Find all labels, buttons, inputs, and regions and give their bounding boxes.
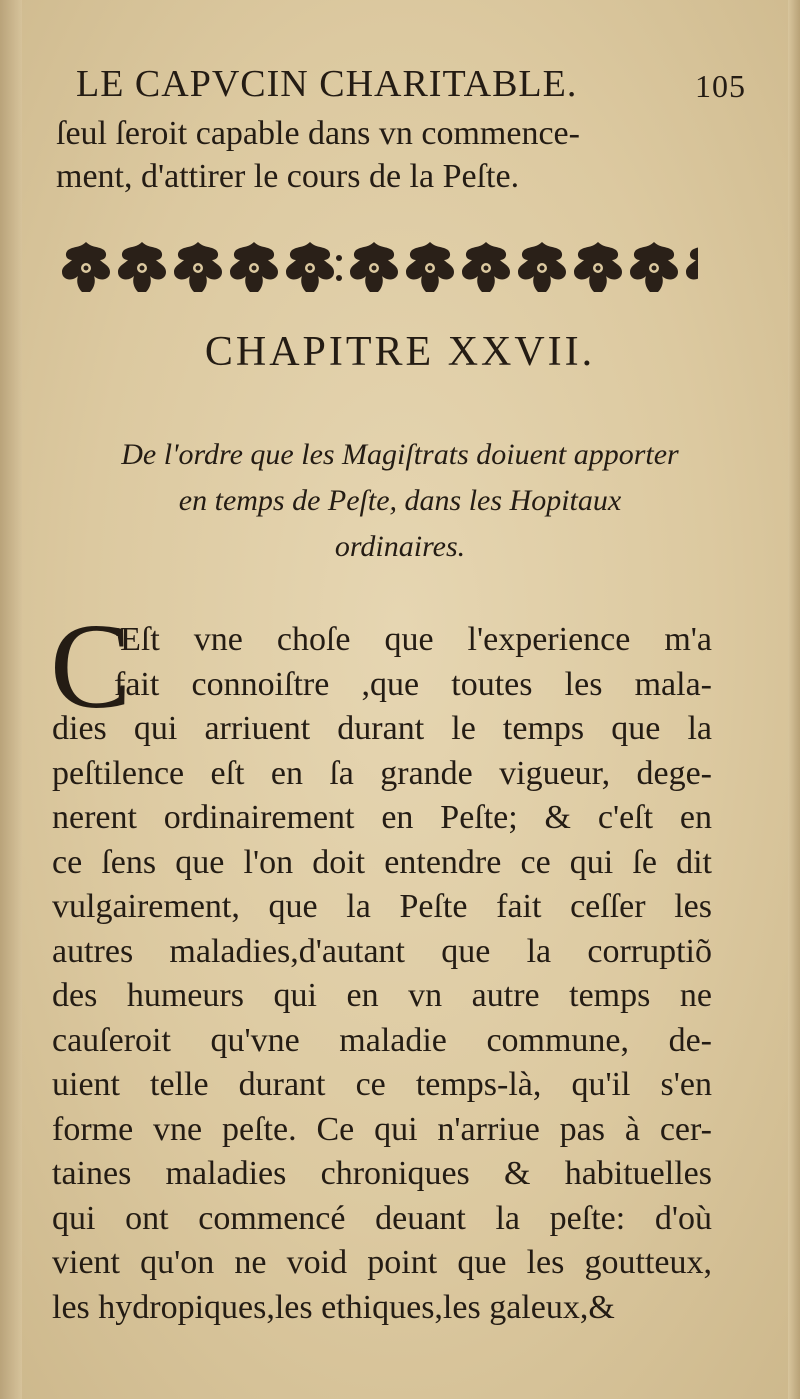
subtitle-line: en temps de Peſte, dans les Hopitaux: [178, 484, 622, 517]
subtitle-line: ordinaires.: [334, 530, 466, 563]
page-gutter: [0, 0, 22, 1399]
text-line: ſeul ſeroit capable dans vn commence-: [56, 115, 580, 152]
text-line: vulgairement, que la Peſte fait ceſſer les: [52, 888, 712, 925]
text-line: peſtilence eſt en ſa grande vigueur, dege-: [52, 754, 712, 792]
text-line: des humeurs qui en vn autre temps ne: [52, 977, 712, 1014]
text-line: uient telle durant ce temps-là, qu'il s'en: [52, 1066, 712, 1103]
text-line: ment, d'attirer le cours de la Peſte.: [56, 158, 520, 195]
text-line: qui ont commencé deuant la peſte: d'où: [52, 1199, 712, 1237]
text-line: fait connoiſtre ,que toutes les mala-: [114, 665, 712, 703]
chapter-title: CHAPITRE XXVII.: [204, 329, 596, 375]
text-line: 'Eſt vne choſe que l'experience m'a: [114, 621, 712, 658]
text-line: taines maladies chroniques & habituelles: [52, 1155, 712, 1192]
chapter-subtitle: [60, 432, 740, 570]
text-line: dies qui arriuent durant le temps que la: [52, 710, 712, 747]
body-text: [52, 618, 712, 1330]
page-edge: [788, 0, 800, 1399]
text-line: cauſeroit qu'vne maladie commune, de-: [52, 1021, 712, 1059]
subtitle-line: De l'ordre que les Magiſtrats doiuent apporter: [121, 438, 679, 471]
fleuron-band-icon: [58, 238, 698, 298]
carried-over-text: [56, 112, 716, 198]
text-line: ce ſens que l'on doit entendre ce qui ſe dit: [52, 843, 712, 881]
text-line: forme vne peſte. Ce qui n'arriue pas à cer-: [52, 1110, 712, 1148]
text-line: vient qu'on ne void point que les goutteux,: [52, 1244, 712, 1281]
text-line: les hydropiques,les ethiques,les galeux,&: [52, 1288, 615, 1326]
running-head-title: LE CAPVCIN CHARITABLE.: [76, 63, 578, 105]
text-line: nerent ordinairement en Peſte; & c'eſt en: [52, 799, 712, 836]
page-number: 105: [695, 68, 746, 104]
text-line: autres maladies,d'autant que la corruptiõ: [52, 932, 712, 970]
running-head: [76, 62, 746, 106]
drop-cap: C: [50, 599, 132, 734]
